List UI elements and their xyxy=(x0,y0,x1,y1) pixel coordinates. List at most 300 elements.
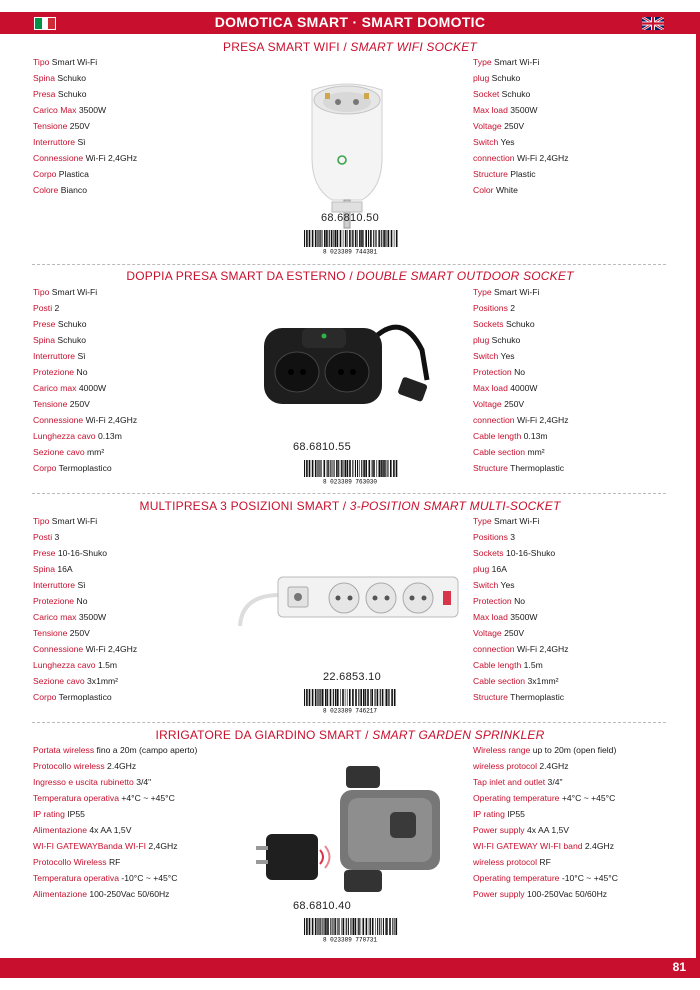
spec-label: plug xyxy=(473,335,490,345)
spec-label: Carico max xyxy=(33,383,77,393)
barcode-bar xyxy=(379,460,381,477)
spec-row xyxy=(473,561,569,577)
product-code: 68.6810.55 xyxy=(292,441,352,453)
spec-row xyxy=(33,577,137,593)
barcode-bar xyxy=(360,689,362,706)
spec-label: Ingresso e uscita rubinetto xyxy=(33,777,134,787)
spec-row xyxy=(473,332,569,348)
barcode-bar xyxy=(389,689,390,706)
spec-label: Temperatura operativa xyxy=(33,873,119,883)
specs-it xyxy=(33,513,137,705)
barcode-bar xyxy=(328,460,329,477)
spec-value: Plastica xyxy=(58,169,89,179)
barcode-icon xyxy=(300,460,400,484)
spec-row xyxy=(473,838,618,854)
spec-value: 16A xyxy=(57,564,73,574)
spec-label: Max load xyxy=(473,383,508,393)
specs-en xyxy=(473,513,569,705)
spec-value: Smart Wi-Fi xyxy=(51,57,98,67)
barcode-bar xyxy=(369,460,371,477)
barcode-bar xyxy=(370,918,371,935)
barcode-icon xyxy=(300,689,400,713)
section-title: PRESA SMART WIFI / SMART WIFI SOCKET xyxy=(223,40,477,54)
spec-label: IP rating xyxy=(473,809,505,819)
barcode-bar xyxy=(318,460,319,477)
spec-label: Tensione xyxy=(33,121,68,131)
spec-label: Posti xyxy=(33,532,53,542)
barcode-bar xyxy=(349,460,351,477)
barcode-bar xyxy=(322,230,323,247)
spec-value: Wi-Fi 2,4GHz xyxy=(516,153,569,163)
spec-row xyxy=(473,545,569,561)
spec-label: Spina xyxy=(33,73,55,83)
barcode-bar xyxy=(363,689,365,706)
spec-value: 16A xyxy=(491,564,507,574)
spec-label: Carico max xyxy=(33,612,77,622)
barcode-bar xyxy=(320,689,321,706)
barcode-bar xyxy=(365,689,366,706)
spec-label: connection xyxy=(473,644,515,654)
spec-value: 250V xyxy=(504,121,525,131)
spec-value: 3/4" xyxy=(547,777,563,787)
barcode-bar xyxy=(304,460,305,477)
spec-label: Sezione cavo xyxy=(33,676,85,686)
spec-value: mm² xyxy=(87,447,105,457)
spec-label: Sockets xyxy=(473,548,504,558)
spec-label: Posti xyxy=(33,303,53,313)
barcode-bar xyxy=(365,460,367,477)
spec-row xyxy=(473,444,569,460)
spec-label: Cable length xyxy=(473,660,522,670)
spec-label: Corpo xyxy=(33,463,57,473)
spec-row xyxy=(473,102,569,118)
spec-label: Connessione xyxy=(33,644,84,654)
barcode-bar xyxy=(306,918,308,935)
barcode-bar xyxy=(347,460,349,477)
spec-row xyxy=(33,657,137,673)
barcode-bar xyxy=(388,689,389,706)
specs-en xyxy=(473,742,618,902)
barcode-bar xyxy=(325,918,327,935)
barcode-bar xyxy=(390,460,392,477)
spec-label: Interruttore xyxy=(33,137,76,147)
barcode-bar xyxy=(381,460,383,477)
barcode-bar xyxy=(350,918,351,935)
barcode-bar xyxy=(355,689,357,706)
barcode-bar xyxy=(347,689,348,706)
barcode-bar xyxy=(318,918,319,935)
spec-label: Sezione cavo xyxy=(33,447,85,457)
spec-label: Lunghezza cavo xyxy=(33,431,96,441)
barcode-bar xyxy=(319,230,320,247)
barcode-bar xyxy=(317,460,318,477)
barcode-bar xyxy=(322,918,323,935)
barcode-bar xyxy=(335,918,336,935)
barcode-bar xyxy=(392,918,393,935)
barcode-bar xyxy=(333,689,334,706)
spec-row xyxy=(33,348,137,364)
barcode-bar xyxy=(306,460,308,477)
barcode-bar xyxy=(376,460,377,477)
barcode-bar xyxy=(373,460,375,477)
spec-row xyxy=(473,316,569,332)
spec-label: Tipo xyxy=(33,57,50,67)
spec-value: Smart Wi-Fi xyxy=(51,516,98,526)
barcode-bar xyxy=(353,230,354,247)
spec-label: Max load xyxy=(473,612,508,622)
spec-row xyxy=(473,428,569,444)
page-footer xyxy=(0,958,700,978)
section-divider xyxy=(32,722,666,723)
spec-label: Prese xyxy=(33,319,56,329)
spec-row xyxy=(33,886,197,902)
barcode-bar xyxy=(315,230,316,247)
spec-row xyxy=(33,513,137,529)
barcode-bar xyxy=(306,689,308,706)
spec-value: fino a 20m (campo aperto) xyxy=(96,745,198,755)
spec-label: Lunghezza cavo xyxy=(33,660,96,670)
spec-label: Wireless range xyxy=(473,745,531,755)
spec-label: Structure xyxy=(473,692,508,702)
barcode-bar xyxy=(337,230,339,247)
spec-label: Tap inlet and outlet xyxy=(473,777,546,787)
spec-row xyxy=(473,758,618,774)
spec-value: Schuko xyxy=(501,89,531,99)
spec-row xyxy=(473,657,569,673)
barcode-bar xyxy=(343,230,344,247)
spec-value: 4000W xyxy=(510,383,538,393)
spec-value: 100-250Vac 50/60Hz xyxy=(89,889,170,899)
spec-label: IP rating xyxy=(33,809,65,819)
spec-value: IP55 xyxy=(67,809,85,819)
spec-row xyxy=(33,609,137,625)
section-title: IRRIGATORE DA GIARDINO SMART / SMART GARDEN SPRINKLER xyxy=(155,728,545,742)
spec-label: Tipo xyxy=(33,287,50,297)
barcode-bar xyxy=(324,460,326,477)
barcode-bar xyxy=(304,918,305,935)
barcode-bar xyxy=(363,230,364,247)
barcode-bar xyxy=(396,460,398,477)
barcode-bar xyxy=(320,230,321,247)
spec-value: Smart Wi-Fi xyxy=(494,287,540,297)
spec-row xyxy=(473,822,618,838)
barcode-bar xyxy=(312,918,314,935)
spec-row xyxy=(33,166,137,182)
spec-label: Connessione xyxy=(33,415,84,425)
spec-value: 3500W xyxy=(510,612,538,622)
spec-value: RF xyxy=(108,857,121,867)
barcode-bar xyxy=(389,918,391,935)
barcode-bar xyxy=(343,918,345,935)
spec-row xyxy=(473,412,569,428)
barcode-bar xyxy=(322,689,324,706)
spec-row xyxy=(33,102,137,118)
barcode-bar xyxy=(382,689,384,706)
barcode-bar xyxy=(385,689,386,706)
barcode-bar xyxy=(317,230,318,247)
barcode-bar xyxy=(327,460,328,477)
spec-value: Wi-Fi 2,4GHz xyxy=(85,644,138,654)
section-divider xyxy=(32,264,666,265)
spec-value: Termoplastico xyxy=(58,463,112,473)
barcode-bar xyxy=(315,689,316,706)
spec-row xyxy=(33,86,137,102)
spec-label: Spina xyxy=(33,564,55,574)
spec-label: Alimentazione xyxy=(33,889,87,899)
barcode-bar xyxy=(342,918,343,935)
spec-value: 250V xyxy=(504,399,525,409)
spec-row xyxy=(473,886,618,902)
spec-row xyxy=(473,593,569,609)
spec-label: Cable length xyxy=(473,431,522,441)
barcode-bar xyxy=(342,689,344,706)
barcode-bar xyxy=(338,918,339,935)
spec-value: Smart Wi-Fi xyxy=(494,516,540,526)
barcode-bar xyxy=(383,230,385,247)
spec-row xyxy=(473,460,569,476)
spec-label: Protezione xyxy=(33,367,75,377)
barcode-bar xyxy=(337,918,338,935)
spec-row xyxy=(473,70,569,86)
spec-label: Voltage xyxy=(473,628,502,638)
barcode-bar xyxy=(357,460,358,477)
spec-value: IP55 xyxy=(507,809,525,819)
barcode-bar xyxy=(319,918,320,935)
spec-value: Schuko xyxy=(57,89,87,99)
spec-row xyxy=(473,166,569,182)
section-title: MULTIPRESA 3 POSIZIONI SMART / 3-POSITION SMART MULTI-SOCKET xyxy=(139,499,561,513)
uk-flag-icon xyxy=(642,17,664,30)
barcode-bar xyxy=(309,689,311,706)
spec-label: Voltage xyxy=(473,121,502,131)
spec-row xyxy=(33,790,197,806)
spec-value: Bianco xyxy=(60,185,87,195)
spec-label: Tensione xyxy=(33,399,68,409)
barcode-bar xyxy=(340,689,341,706)
spec-label: WI-FI GATEWAY WI-FI band xyxy=(473,841,583,851)
spec-value: Wi-Fi 2,4GHz xyxy=(516,644,569,654)
spec-value: 3500W xyxy=(78,105,107,115)
spec-label: Interruttore xyxy=(33,351,76,361)
barcode-bar xyxy=(333,230,334,247)
spec-value: 10-16-Shuko xyxy=(505,548,556,558)
spec-value: 2,4GHz xyxy=(148,841,178,851)
spec-row xyxy=(473,854,618,870)
specs-en xyxy=(473,284,569,476)
product-code: 22.6853.10 xyxy=(322,671,382,683)
spec-row xyxy=(473,513,569,529)
spec-row xyxy=(473,150,569,166)
barcode-bar xyxy=(394,689,396,706)
barcode-bar xyxy=(345,460,347,477)
section-title: DOPPIA PRESA SMART DA ESTERNO / DOUBLE SMART OUTDOOR SOCKET xyxy=(126,269,574,283)
barcode-bar xyxy=(355,918,357,935)
barcode-bar xyxy=(318,689,319,706)
spec-row xyxy=(33,689,137,705)
barcode-bar xyxy=(394,918,395,935)
barcode-bar xyxy=(331,230,333,247)
spec-value: Schuko xyxy=(57,319,87,329)
barcode-bar xyxy=(363,918,364,935)
spec-label: Voltage xyxy=(473,399,502,409)
spec-value: 3x1mm² xyxy=(527,676,559,686)
barcode-bar xyxy=(352,460,353,477)
spec-row xyxy=(473,689,569,705)
barcode-bar xyxy=(335,689,337,706)
barcode-bar xyxy=(312,230,314,247)
spec-row xyxy=(33,182,137,198)
barcode-bar xyxy=(332,918,333,935)
spec-label: Alimentazione xyxy=(33,825,87,835)
spec-row xyxy=(33,54,137,70)
barcode-number: 8 023389 763030 xyxy=(322,478,378,484)
spec-value: RF xyxy=(539,857,551,867)
barcode-bar xyxy=(318,230,319,247)
spec-value: 4x AA 1,5V xyxy=(89,825,132,835)
barcode-bar xyxy=(348,918,349,935)
barcode-bar xyxy=(386,689,387,706)
spec-value: mm² xyxy=(527,447,545,457)
spec-row xyxy=(33,332,137,348)
spec-label: WI-FI GATEWAYBanda WI-FI xyxy=(33,841,146,851)
spec-label: Power supply xyxy=(473,825,525,835)
spec-row xyxy=(473,577,569,593)
barcode-bar xyxy=(319,460,320,477)
spec-row xyxy=(473,806,618,822)
spec-label: Positions xyxy=(473,532,508,542)
spec-row xyxy=(33,300,137,316)
spec-value: 2.4GHz xyxy=(539,761,569,771)
barcode-bar xyxy=(330,460,331,477)
barcode-bar xyxy=(306,230,308,247)
spec-row xyxy=(33,412,137,428)
barcode-bar xyxy=(320,918,321,935)
spec-label: Prese xyxy=(33,548,56,558)
spec-value: +4°C ~ +45°C xyxy=(121,793,175,803)
spec-value: Plastic xyxy=(510,169,536,179)
spec-row xyxy=(33,870,197,886)
spec-row xyxy=(33,134,137,150)
power-strip-icon xyxy=(232,571,462,641)
spec-row xyxy=(473,625,569,641)
spec-value: 2 xyxy=(510,303,516,313)
spec-label: Colore xyxy=(33,185,59,195)
spec-label: Structure xyxy=(473,169,508,179)
spec-value: Sì xyxy=(77,580,86,590)
spec-label: Switch xyxy=(473,137,499,147)
barcode-bar xyxy=(336,460,338,477)
spec-label: Temperatura operativa xyxy=(33,793,119,803)
spec-row xyxy=(33,673,137,689)
specs-en xyxy=(473,54,569,198)
barcode-bar xyxy=(341,460,342,477)
spec-label: Color xyxy=(473,185,494,195)
barcode-bar xyxy=(345,689,346,706)
spec-value: 0.13m xyxy=(97,431,122,441)
spec-row xyxy=(473,870,618,886)
specs-it xyxy=(33,742,197,902)
spec-value: 3x1mm² xyxy=(87,676,119,686)
spec-label: Type xyxy=(473,516,492,526)
barcode-bar xyxy=(372,918,374,935)
barcode-bar xyxy=(320,460,321,477)
barcode-bar xyxy=(352,689,354,706)
spec-label: wireless protocol xyxy=(473,761,537,771)
spec-label: connection xyxy=(473,415,515,425)
spec-row xyxy=(33,529,137,545)
spec-value: 2 xyxy=(54,303,60,313)
barcode-bar xyxy=(317,689,318,706)
spec-row xyxy=(473,380,569,396)
barcode-bar xyxy=(345,230,346,247)
spec-row xyxy=(473,364,569,380)
product-code: 68.6810.50 xyxy=(320,212,380,224)
spec-value: Schuko xyxy=(491,73,521,83)
spec-row xyxy=(473,300,569,316)
barcode-bar xyxy=(388,230,390,247)
spec-row xyxy=(473,790,618,806)
barcode-bar xyxy=(327,689,328,706)
spec-label: Tipo xyxy=(33,516,50,526)
spec-value: Wi-Fi 2,4GHz xyxy=(85,415,138,425)
spec-value: Termoplastico xyxy=(58,692,112,702)
spec-value: Sì xyxy=(77,351,86,361)
barcode-bar xyxy=(326,230,328,247)
product-code: 68.6810.40 xyxy=(292,900,352,912)
spec-label: Carico Max xyxy=(33,105,77,115)
spec-row xyxy=(473,348,569,364)
spec-row xyxy=(33,284,137,300)
spec-row xyxy=(33,428,137,444)
barcode-bar xyxy=(375,918,376,935)
spec-value: -10°C ~ +45°C xyxy=(121,873,178,883)
barcode-bar xyxy=(377,689,379,706)
section-divider xyxy=(32,493,666,494)
barcode-bar xyxy=(361,460,362,477)
spec-label: Portata wireless xyxy=(33,745,95,755)
spec-value: 250V xyxy=(69,399,90,409)
barcode-bar xyxy=(312,460,314,477)
spec-label: plug xyxy=(473,73,490,83)
barcode-bar xyxy=(385,230,386,247)
barcode-bar xyxy=(324,230,326,247)
specs-it xyxy=(33,284,137,476)
spec-row xyxy=(473,118,569,134)
barcode-bar xyxy=(366,918,368,935)
spec-label: wireless protocol xyxy=(473,857,537,867)
barcode-bar xyxy=(357,230,358,247)
spec-value: +4°C ~ +45°C xyxy=(561,793,616,803)
spec-value: 3 xyxy=(54,532,60,542)
barcode-bar xyxy=(370,230,372,247)
spec-value: Thermoplastic xyxy=(510,692,565,702)
spec-value: 1.5m xyxy=(523,660,543,670)
spec-row xyxy=(33,396,137,412)
barcode-bar xyxy=(367,689,369,706)
spec-value: Yes xyxy=(500,137,515,147)
page-number: 81 xyxy=(672,960,686,974)
barcode-bar xyxy=(315,460,316,477)
barcode-bar xyxy=(334,918,335,935)
barcode-bar xyxy=(393,460,395,477)
spec-label: Spina xyxy=(33,335,55,345)
barcode-bar xyxy=(371,689,373,706)
spec-label: Socket xyxy=(473,89,500,99)
barcode-bar xyxy=(376,230,377,247)
spec-value: No xyxy=(514,367,526,377)
spec-row xyxy=(473,396,569,412)
barcode-bar xyxy=(329,230,330,247)
